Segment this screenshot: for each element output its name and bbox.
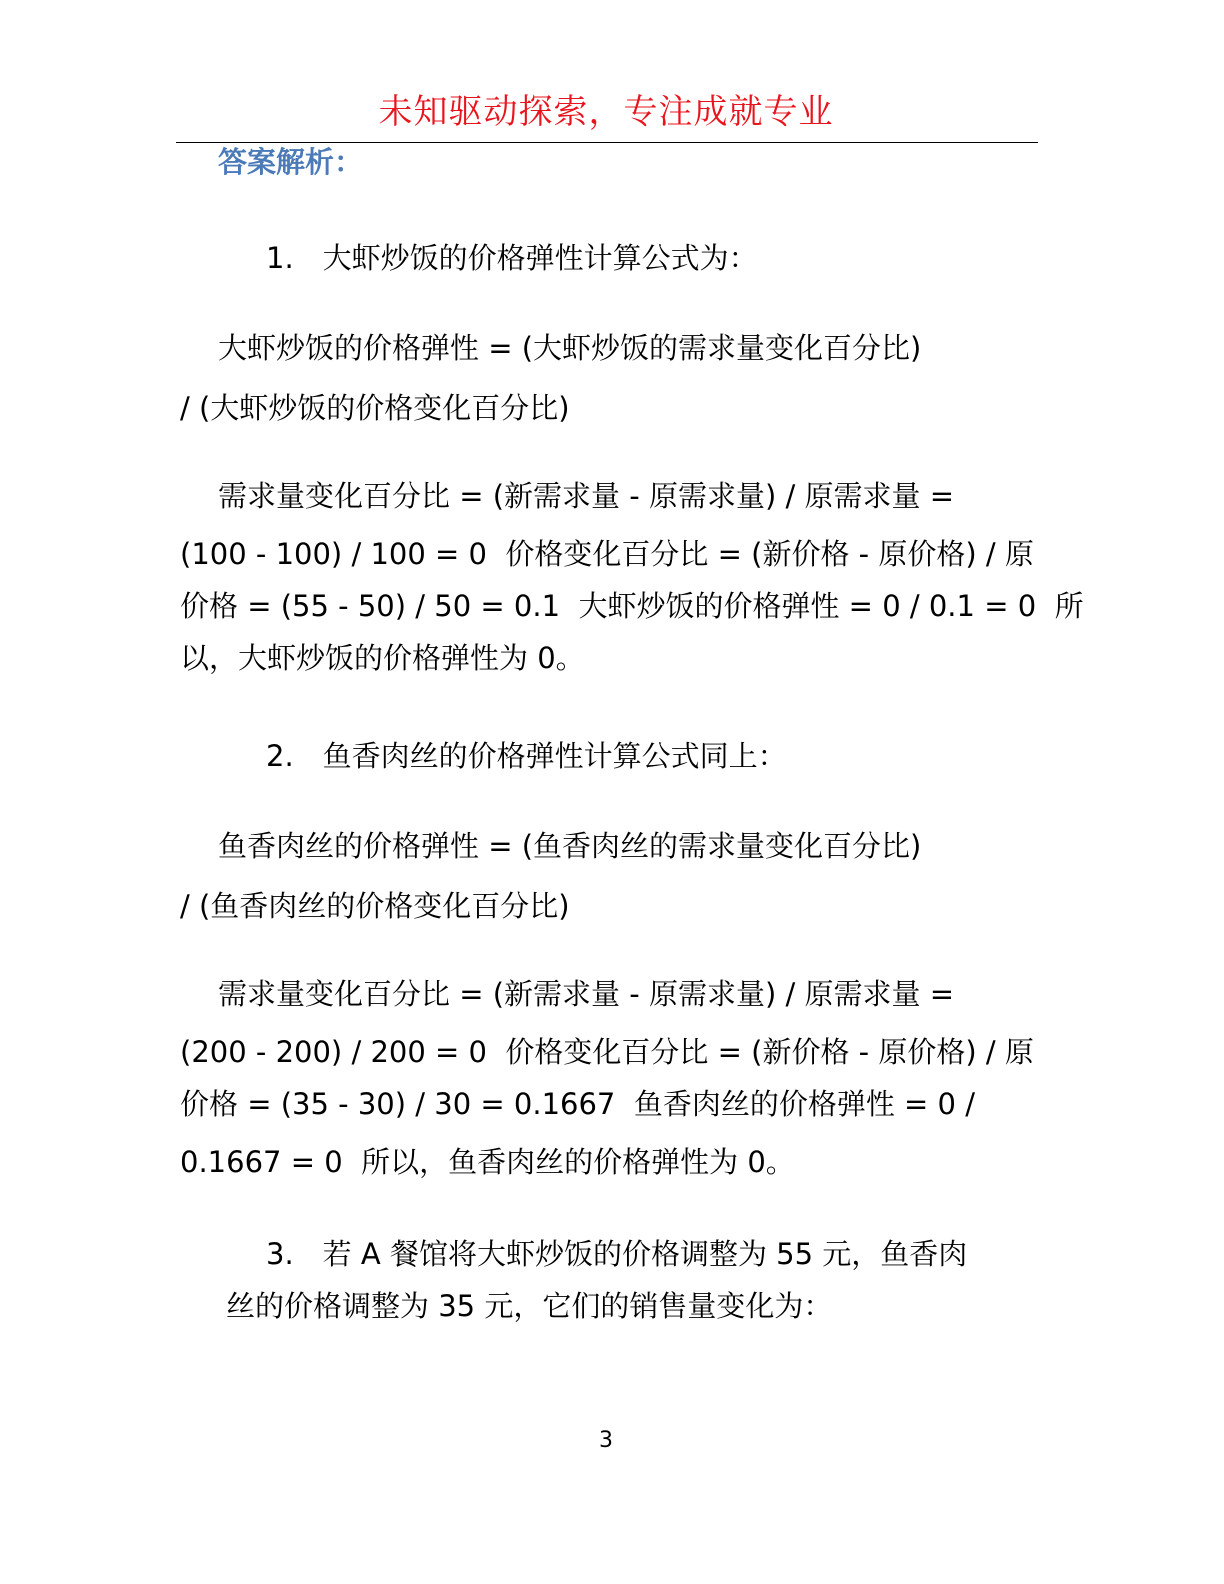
s2-calc-line2: (200 - 200) / 200 = 0 价格变化百分比 = (新价格 - 原价格) / 原 xyxy=(180,1035,1034,1069)
s2-calc-line1: 需求量变化百分比 = (新需求量 - 原需求量) / 原需求量 = xyxy=(218,977,954,1011)
s1-calc-line2: (100 - 100) / 100 = 0 价格变化百分比 = (新价格 - 原价格) / 原 xyxy=(180,537,1034,571)
answer-heading: 答案解析： xyxy=(218,145,364,179)
s1-calc-line4: 以，大虾炒饭的价格弹性为 0。 xyxy=(180,641,585,675)
s2-calc-line3: 价格 = (35 - 30) / 30 = 0.1667 鱼香肉丝的价格弹性 = 0 / xyxy=(180,1087,975,1121)
s2-title: 2. 鱼香肉丝的价格弹性计算公式同上： xyxy=(266,739,787,773)
s1-title: 1. 大虾炒饭的价格弹性计算公式为： xyxy=(266,241,758,275)
s1-calc-line3: 价格 = (55 - 50) / 50 = 0.1 大虾炒饭的价格弹性 = 0 / 0.1 = 0 所 xyxy=(180,589,1084,623)
s3-title-line1: 3. 若 A 餐馆将大虾炒饭的价格调整为 55 元，鱼香肉 xyxy=(266,1237,968,1271)
s1-formula-line1: 大虾炒饭的价格弹性 = (大虾炒饭的需求量变化百分比) xyxy=(218,331,922,365)
header-title: 未知驱动探索，专注成就专业 xyxy=(378,92,834,132)
s1-formula-line2: / (大虾炒饭的价格变化百分比) xyxy=(180,391,570,425)
s2-formula-line2: / (鱼香肉丝的价格变化百分比) xyxy=(180,889,570,923)
s2-formula-line1: 鱼香肉丝的价格弹性 = (鱼香肉丝的需求量变化百分比) xyxy=(218,829,922,863)
s3-title-line2: 丝的价格调整为 35 元，它们的销售量变化为： xyxy=(226,1289,833,1323)
page-number: 3 xyxy=(599,1428,613,1453)
s2-calc-line4: 0.1667 = 0 所以，鱼香肉丝的价格弹性为 0。 xyxy=(180,1145,795,1179)
s1-calc-line1: 需求量变化百分比 = (新需求量 - 原需求量) / 原需求量 = xyxy=(218,479,954,513)
